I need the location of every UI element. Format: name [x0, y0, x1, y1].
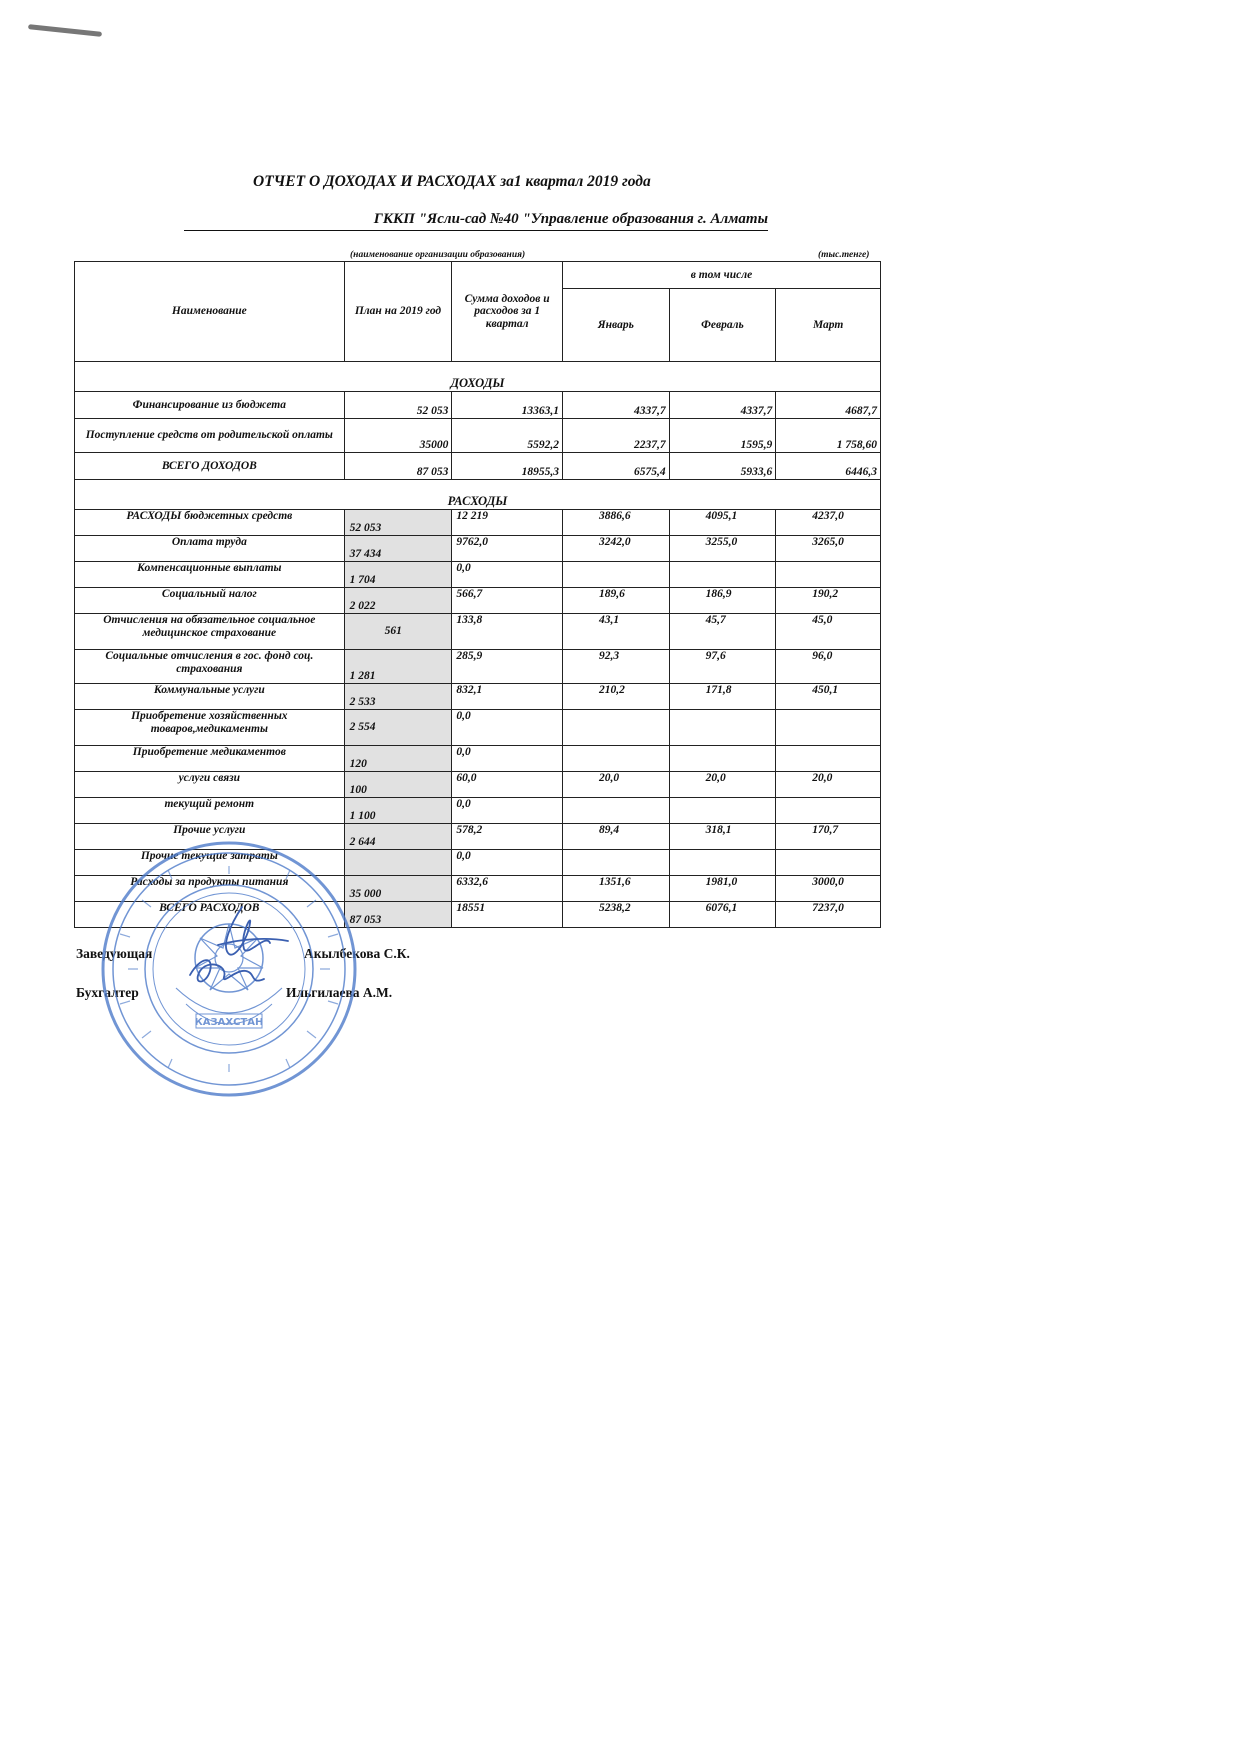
row-jan: 3886,6: [562, 510, 669, 536]
col-header-including: в том числе: [562, 262, 880, 289]
row-mar: [776, 562, 881, 588]
row-feb: 186,9: [669, 588, 776, 614]
row-jan: 210,2: [562, 684, 669, 710]
row-name: Финансирование из бюджета: [75, 392, 345, 419]
col-header-sum: Сумма доходов и расходов за 1 квартал: [452, 262, 563, 362]
row-jan: [562, 746, 669, 772]
row-feb: [669, 562, 776, 588]
row-sum: 18955,3: [452, 453, 563, 480]
row-name: Коммунальные услуги: [75, 684, 345, 710]
row-jan: 6575,4: [562, 453, 669, 480]
row-mar: 450,1: [776, 684, 881, 710]
row-mar: [776, 798, 881, 824]
scan-artifact: [28, 24, 102, 37]
row-name: услуги связи: [75, 772, 345, 798]
row-plan: 2 644: [344, 824, 452, 850]
row-name: Прочие текущие затраты: [75, 850, 345, 876]
row-jan: 89,4: [562, 824, 669, 850]
row-name: Прочие услуги: [75, 824, 345, 850]
row-plan: 2 022: [344, 588, 452, 614]
row-jan: 43,1: [562, 614, 669, 650]
table-row: [75, 453, 881, 480]
head-name: Акылбекова С.К.: [304, 946, 410, 961]
row-sum: 18551: [452, 902, 563, 928]
row-sum: 0,0: [452, 850, 563, 876]
row-feb: 45,7: [669, 614, 776, 650]
col-header-jan: Январь: [562, 289, 669, 362]
row-name: Компенсационные выплаты: [75, 562, 345, 588]
row-mar: [776, 850, 881, 876]
table-row: [75, 392, 881, 419]
row-jan: 1351,6: [562, 876, 669, 902]
row-jan: 2237,7: [562, 419, 669, 453]
row-plan: 35 000: [344, 876, 452, 902]
row-mar: 190,2: [776, 588, 881, 614]
row-sum: 13363,1: [452, 392, 563, 419]
row-feb: 1981,0: [669, 876, 776, 902]
row-plan: 2 554: [344, 710, 452, 746]
row-feb: [669, 798, 776, 824]
row-jan: 189,6: [562, 588, 669, 614]
table-row: [75, 684, 881, 710]
row-jan: 4337,7: [562, 392, 669, 419]
table-row: [75, 746, 881, 772]
row-plan: 1 281: [344, 650, 452, 684]
row-sum: 0,0: [452, 798, 563, 824]
col-header-name: Наименование: [75, 262, 345, 362]
row-jan: [562, 798, 669, 824]
row-sum: 0,0: [452, 746, 563, 772]
row-feb: [669, 746, 776, 772]
row-mar: 1 758,60: [776, 419, 881, 453]
row-name: Социальный налог: [75, 588, 345, 614]
row-jan: 92,3: [562, 650, 669, 684]
row-name: Расходы за продукты питания: [75, 876, 345, 902]
row-sum: 60,0: [452, 772, 563, 798]
income-section-title: ДОХОДЫ: [75, 362, 881, 392]
row-feb: 171,8: [669, 684, 776, 710]
handwritten-signature: [170, 905, 300, 995]
row-feb: 4337,7: [669, 392, 776, 419]
row-plan: 1 100: [344, 798, 452, 824]
row-plan: 87 053: [344, 453, 452, 480]
row-plan: 35000: [344, 419, 452, 453]
col-header-plan: План на 2019 год: [344, 262, 452, 362]
row-sum: 0,0: [452, 710, 563, 746]
row-mar: 45,0: [776, 614, 881, 650]
row-mar: 4687,7: [776, 392, 881, 419]
row-feb: 97,6: [669, 650, 776, 684]
row-name: Оплата труда: [75, 536, 345, 562]
row-feb: [669, 710, 776, 746]
row-plan: 37 434: [344, 536, 452, 562]
row-jan: 5238,2: [562, 902, 669, 928]
row-mar: 7237,0: [776, 902, 881, 928]
stamp-text: КАЗАХСТАН: [194, 1017, 264, 1028]
row-sum: 9762,0: [452, 536, 563, 562]
row-plan: 1 704: [344, 562, 452, 588]
row-name: текущий ремонт: [75, 798, 345, 824]
row-name: Приобретение медикаментов: [75, 746, 345, 772]
row-feb: 1595,9: [669, 419, 776, 453]
row-feb: 4095,1: [669, 510, 776, 536]
table-row: [75, 536, 881, 562]
row-feb: 318,1: [669, 824, 776, 850]
col-header-mar: Март: [776, 289, 881, 362]
row-sum: 566,7: [452, 588, 563, 614]
row-feb: 3255,0: [669, 536, 776, 562]
row-feb: 6076,1: [669, 902, 776, 928]
table-row: [75, 588, 881, 614]
table-row: [75, 650, 881, 684]
row-name: Поступление средств от родительской оплаты: [75, 419, 345, 453]
row-sum: 133,8: [452, 614, 563, 650]
row-sum: 0,0: [452, 562, 563, 588]
row-plan: 52 053: [344, 392, 452, 419]
row-mar: 96,0: [776, 650, 881, 684]
row-plan: 120: [344, 746, 452, 772]
row-plan: 100: [344, 772, 452, 798]
table-row: [75, 510, 881, 536]
row-name: РАСХОДЫ бюджетных средств: [75, 510, 345, 536]
row-name: Отчисления на обязательное социальное медицинское страхование: [75, 614, 345, 650]
row-jan: [562, 562, 669, 588]
row-mar: 3265,0: [776, 536, 881, 562]
row-jan: [562, 850, 669, 876]
table-row: [75, 798, 881, 824]
row-mar: [776, 746, 881, 772]
row-sum: 6332,6: [452, 876, 563, 902]
row-jan: [562, 710, 669, 746]
row-name: Социальные отчисления в гос. фонд соц. страхования: [75, 650, 345, 684]
table-row: [75, 614, 881, 650]
row-sum: 5592,2: [452, 419, 563, 453]
table-row: [75, 562, 881, 588]
row-mar: 3000,0: [776, 876, 881, 902]
row-plan: 561: [344, 614, 452, 650]
report-table: [74, 261, 881, 928]
head-title: Заведующая: [76, 946, 153, 961]
col-header-feb: Февраль: [669, 289, 776, 362]
accountant-title: Бухгалтер: [76, 985, 139, 1000]
accountant-name: Ильгилаева А.М.: [286, 985, 393, 1000]
row-mar: [776, 710, 881, 746]
row-plan: 52 053: [344, 510, 452, 536]
row-mar: 4237,0: [776, 510, 881, 536]
row-plan: [344, 850, 452, 876]
report-title: ОТЧЕТ О ДОХОДАХ И РАСХОДАХ за1 квартал 2019 года: [253, 173, 651, 190]
table-row: [75, 772, 881, 798]
table-row: [75, 710, 881, 746]
organization-name: ГККП "Ясли-сад №40 "Управление образования г. Алматы: [184, 211, 768, 231]
row-plan: 87 053: [344, 902, 452, 928]
row-mar: 20,0: [776, 772, 881, 798]
row-sum: 578,2: [452, 824, 563, 850]
row-feb: [669, 850, 776, 876]
expense-section-title: РАСХОДЫ: [75, 480, 881, 510]
row-mar: 170,7: [776, 824, 881, 850]
row-sum: 12 219: [452, 510, 563, 536]
row-sum: 832,1: [452, 684, 563, 710]
row-name: Приобретение хозяйственных товаров,медикаменты: [75, 710, 345, 746]
row-jan: 3242,0: [562, 536, 669, 562]
table-row: [75, 419, 881, 453]
row-sum: 285,9: [452, 650, 563, 684]
row-feb: 20,0: [669, 772, 776, 798]
row-mar: 6446,3: [776, 453, 881, 480]
organization-caption: (наименование организации образования): [350, 250, 526, 260]
row-plan: 2 533: [344, 684, 452, 710]
row-jan: 20,0: [562, 772, 669, 798]
row-name: ВСЕГО РАСХОДОВ: [75, 902, 345, 928]
row-name: ВСЕГО ДОХОДОВ: [75, 453, 345, 480]
units-label: (тыс.тенге): [818, 250, 870, 260]
row-feb: 5933,6: [669, 453, 776, 480]
